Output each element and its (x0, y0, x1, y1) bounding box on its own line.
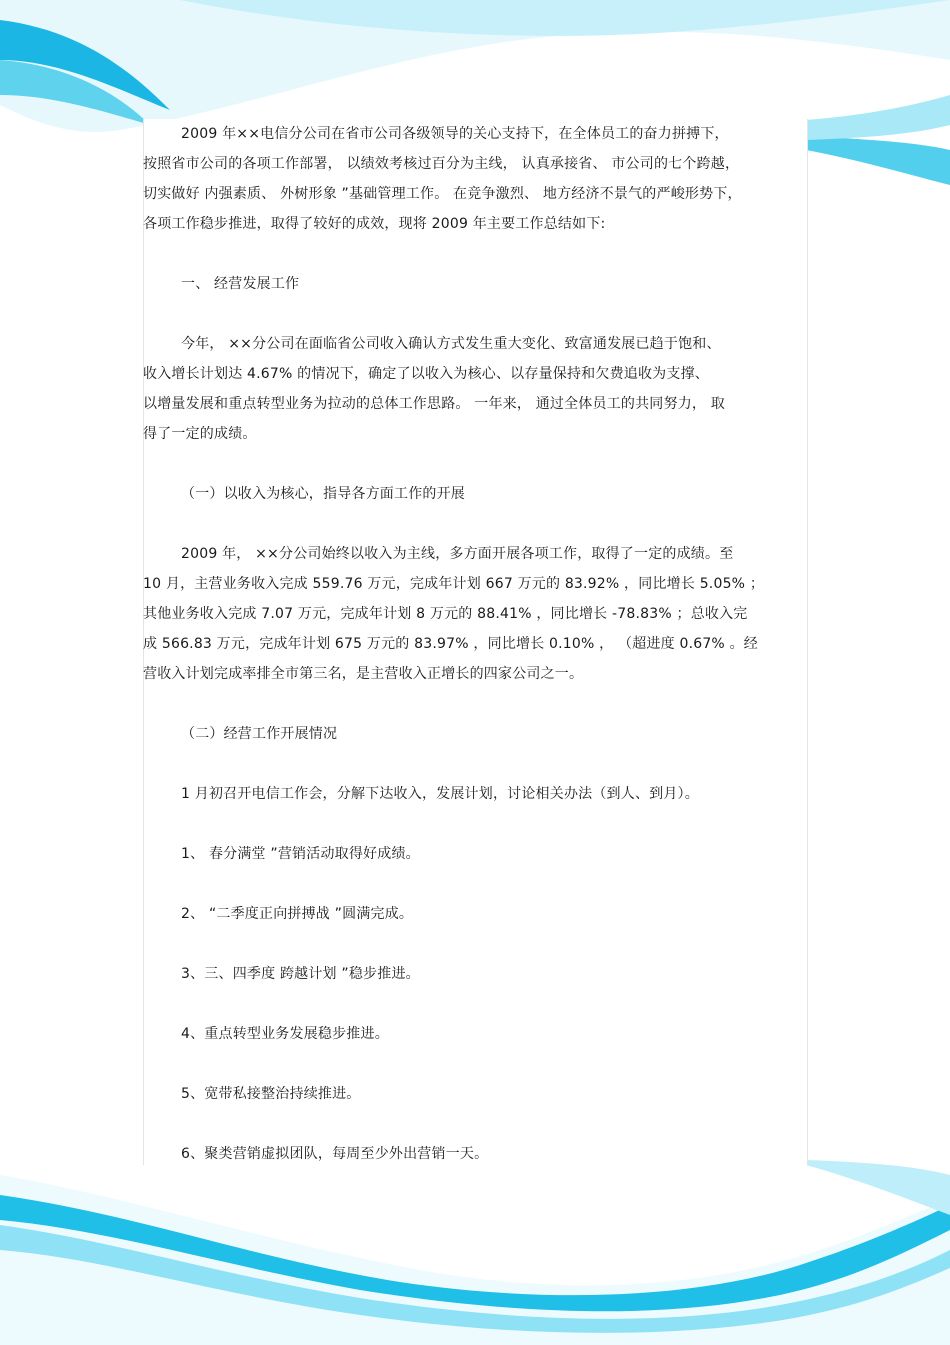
text-line: 收入增长计划达 4.67% 的情况下，确定了以收入为核心、以存量保持和欠费追收为支撑、 (143, 366, 709, 382)
list-item-text: 3、三、四季度 跨越计划 ”稳步推进。 (181, 966, 420, 982)
subheading-text: （二）经营工作开展情况 (181, 726, 338, 742)
list-item-text: 1、 春分满堂 ”营销活动取得好成绩。 (181, 846, 420, 862)
list-item (143, 1139, 806, 1169)
list-item-text: 4、重点转型业务发展稳步推进。 (181, 1026, 389, 1042)
text-line: 2009 年， ××分公司始终以收入为主线，多方面开展各项工作，取得了一定的成绩。至 (181, 546, 734, 562)
heading-text: 一、 经营发展工作 (181, 276, 300, 292)
list-item (143, 959, 806, 989)
text-line: 按照省市公司的各项工作部署， 以绩效考核过百分为主线， 认真承接省、 市公司的七个跨越， (143, 156, 740, 172)
subheading (143, 479, 806, 509)
list-item (143, 899, 806, 929)
intro-paragraph (143, 119, 806, 239)
text-line: 切实做好 内强素质、 外树形象 ”基础管理工作。 在竞争激烈、 地方经济不景气的严峻形势下， (143, 186, 742, 202)
list-item-text: 2、 “二季度正向拼搏战 ”圆满完成。 (181, 906, 414, 922)
section-heading (143, 269, 806, 299)
list-item (143, 1019, 806, 1049)
text-line: 2009 年××电信分公司在省市公司各级领导的关心支持下，在全体员工的奋力拼搏下， (181, 126, 729, 142)
revenue-paragraph (143, 539, 806, 689)
text-line: 以增量发展和重点转型业务为拉动的总体工作思路。 一年来， 通过全体员工的共同努力， 取 (143, 396, 725, 412)
text-line: 10 月，主营业务收入完成 559.76 万元，完成年计划 667 万元的 83.92% ，同比增长 5.05% ； (143, 576, 765, 592)
document-body (143, 119, 806, 1169)
list-item-text: 6、聚类营销虚拟团队，每周至少外出营销一天。 (181, 1146, 489, 1162)
overview-paragraph (143, 329, 806, 449)
list-item-text: 5、宽带私接整治持续推进。 (181, 1086, 361, 1102)
subheading-text: （一）以收入为核心，指导各方面工作的开展 (181, 486, 465, 502)
text-line: 成 566.83 万元，完成年计划 675 万元的 83.97% ，同比增长 0.10% ， （超进度 0.67% 。经 (143, 636, 758, 652)
list-item (143, 1079, 806, 1109)
text-line: 得了一定的成绩。 (143, 426, 257, 442)
list-item-text: 1 月初召开电信工作会，分解下达收入，发展计划，讨论相关办法（到人、到月）。 (181, 786, 699, 802)
text-line: 各项工作稳步推进，取得了较好的成效，现将 2009 年主要工作总结如下: (143, 216, 606, 232)
text-line: 营收入计划完成率排全市第三名，是主营收入正增长的四家公司之一。 (143, 666, 584, 682)
text-line: 其他业务收入完成 7.07 万元，完成年计划 8 万元的 88.41% ，同比增长 -78.83% ；总收入完 (143, 606, 748, 622)
list-item (143, 779, 806, 809)
list-item (143, 839, 806, 869)
text-line: 今年， ××分公司在面临省公司收入确认方式发生重大变化、致富通发展已趋于饱和、 (181, 336, 721, 352)
subheading (143, 719, 806, 749)
